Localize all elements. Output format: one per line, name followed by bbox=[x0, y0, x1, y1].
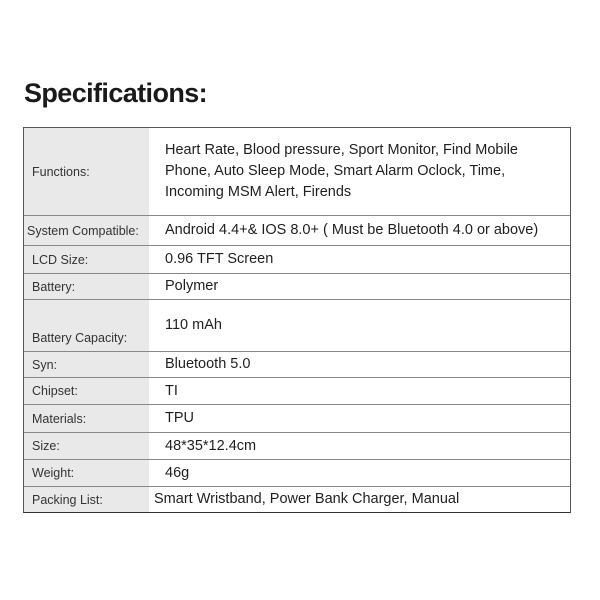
table-row bbox=[24, 377, 570, 404]
table-row bbox=[24, 459, 570, 486]
spec-label: Size: bbox=[24, 433, 149, 459]
specifications-table bbox=[23, 127, 571, 513]
spec-value: Heart Rate, Blood pressure, Sport Monitor, Find Mobile Phone, Auto Sleep Mode, Smart Alarm Oclock, Time, Incoming MSM Alert, Firends bbox=[165, 142, 518, 200]
page-title: Specifications: bbox=[24, 78, 208, 108]
table-row bbox=[24, 486, 570, 512]
spec-value: Smart Wristband, Power Bank Charger, Manual bbox=[154, 491, 460, 507]
spec-value: 0.96 TFT Screen bbox=[165, 251, 274, 267]
spec-value: 46g bbox=[165, 464, 190, 481]
table-row bbox=[24, 215, 570, 245]
table-row bbox=[24, 351, 570, 377]
spec-value: 48*35*12.4cm bbox=[165, 437, 257, 454]
table-row bbox=[24, 273, 570, 299]
spec-label: Materials: bbox=[24, 405, 149, 432]
spec-label: LCD Size: bbox=[24, 246, 149, 273]
spec-label: Functions: bbox=[24, 128, 149, 215]
spec-value: Polymer bbox=[165, 278, 219, 294]
spec-value: TPU bbox=[165, 410, 194, 426]
spec-value: Android 4.4+& IOS 8.0+ ( Must be Bluetooth 4.0 or above) bbox=[165, 222, 539, 238]
spec-label: Packing List: bbox=[24, 487, 149, 512]
spec-label: Battery Capacity: bbox=[24, 300, 149, 351]
spec-label: Syn: bbox=[24, 352, 149, 377]
spec-label: Weight: bbox=[24, 460, 149, 486]
spec-value: TI bbox=[165, 382, 178, 399]
spec-value: 110 mAh bbox=[165, 317, 222, 333]
spec-label: System Compatible: bbox=[24, 216, 149, 245]
spec-label: Battery: bbox=[24, 274, 149, 299]
table-row bbox=[24, 245, 570, 273]
table-row bbox=[24, 432, 570, 459]
spec-label: Chipset: bbox=[24, 378, 149, 404]
table-row bbox=[24, 404, 570, 432]
spec-value: Bluetooth 5.0 bbox=[165, 356, 251, 372]
table-row bbox=[24, 299, 570, 351]
table-row bbox=[24, 128, 570, 215]
